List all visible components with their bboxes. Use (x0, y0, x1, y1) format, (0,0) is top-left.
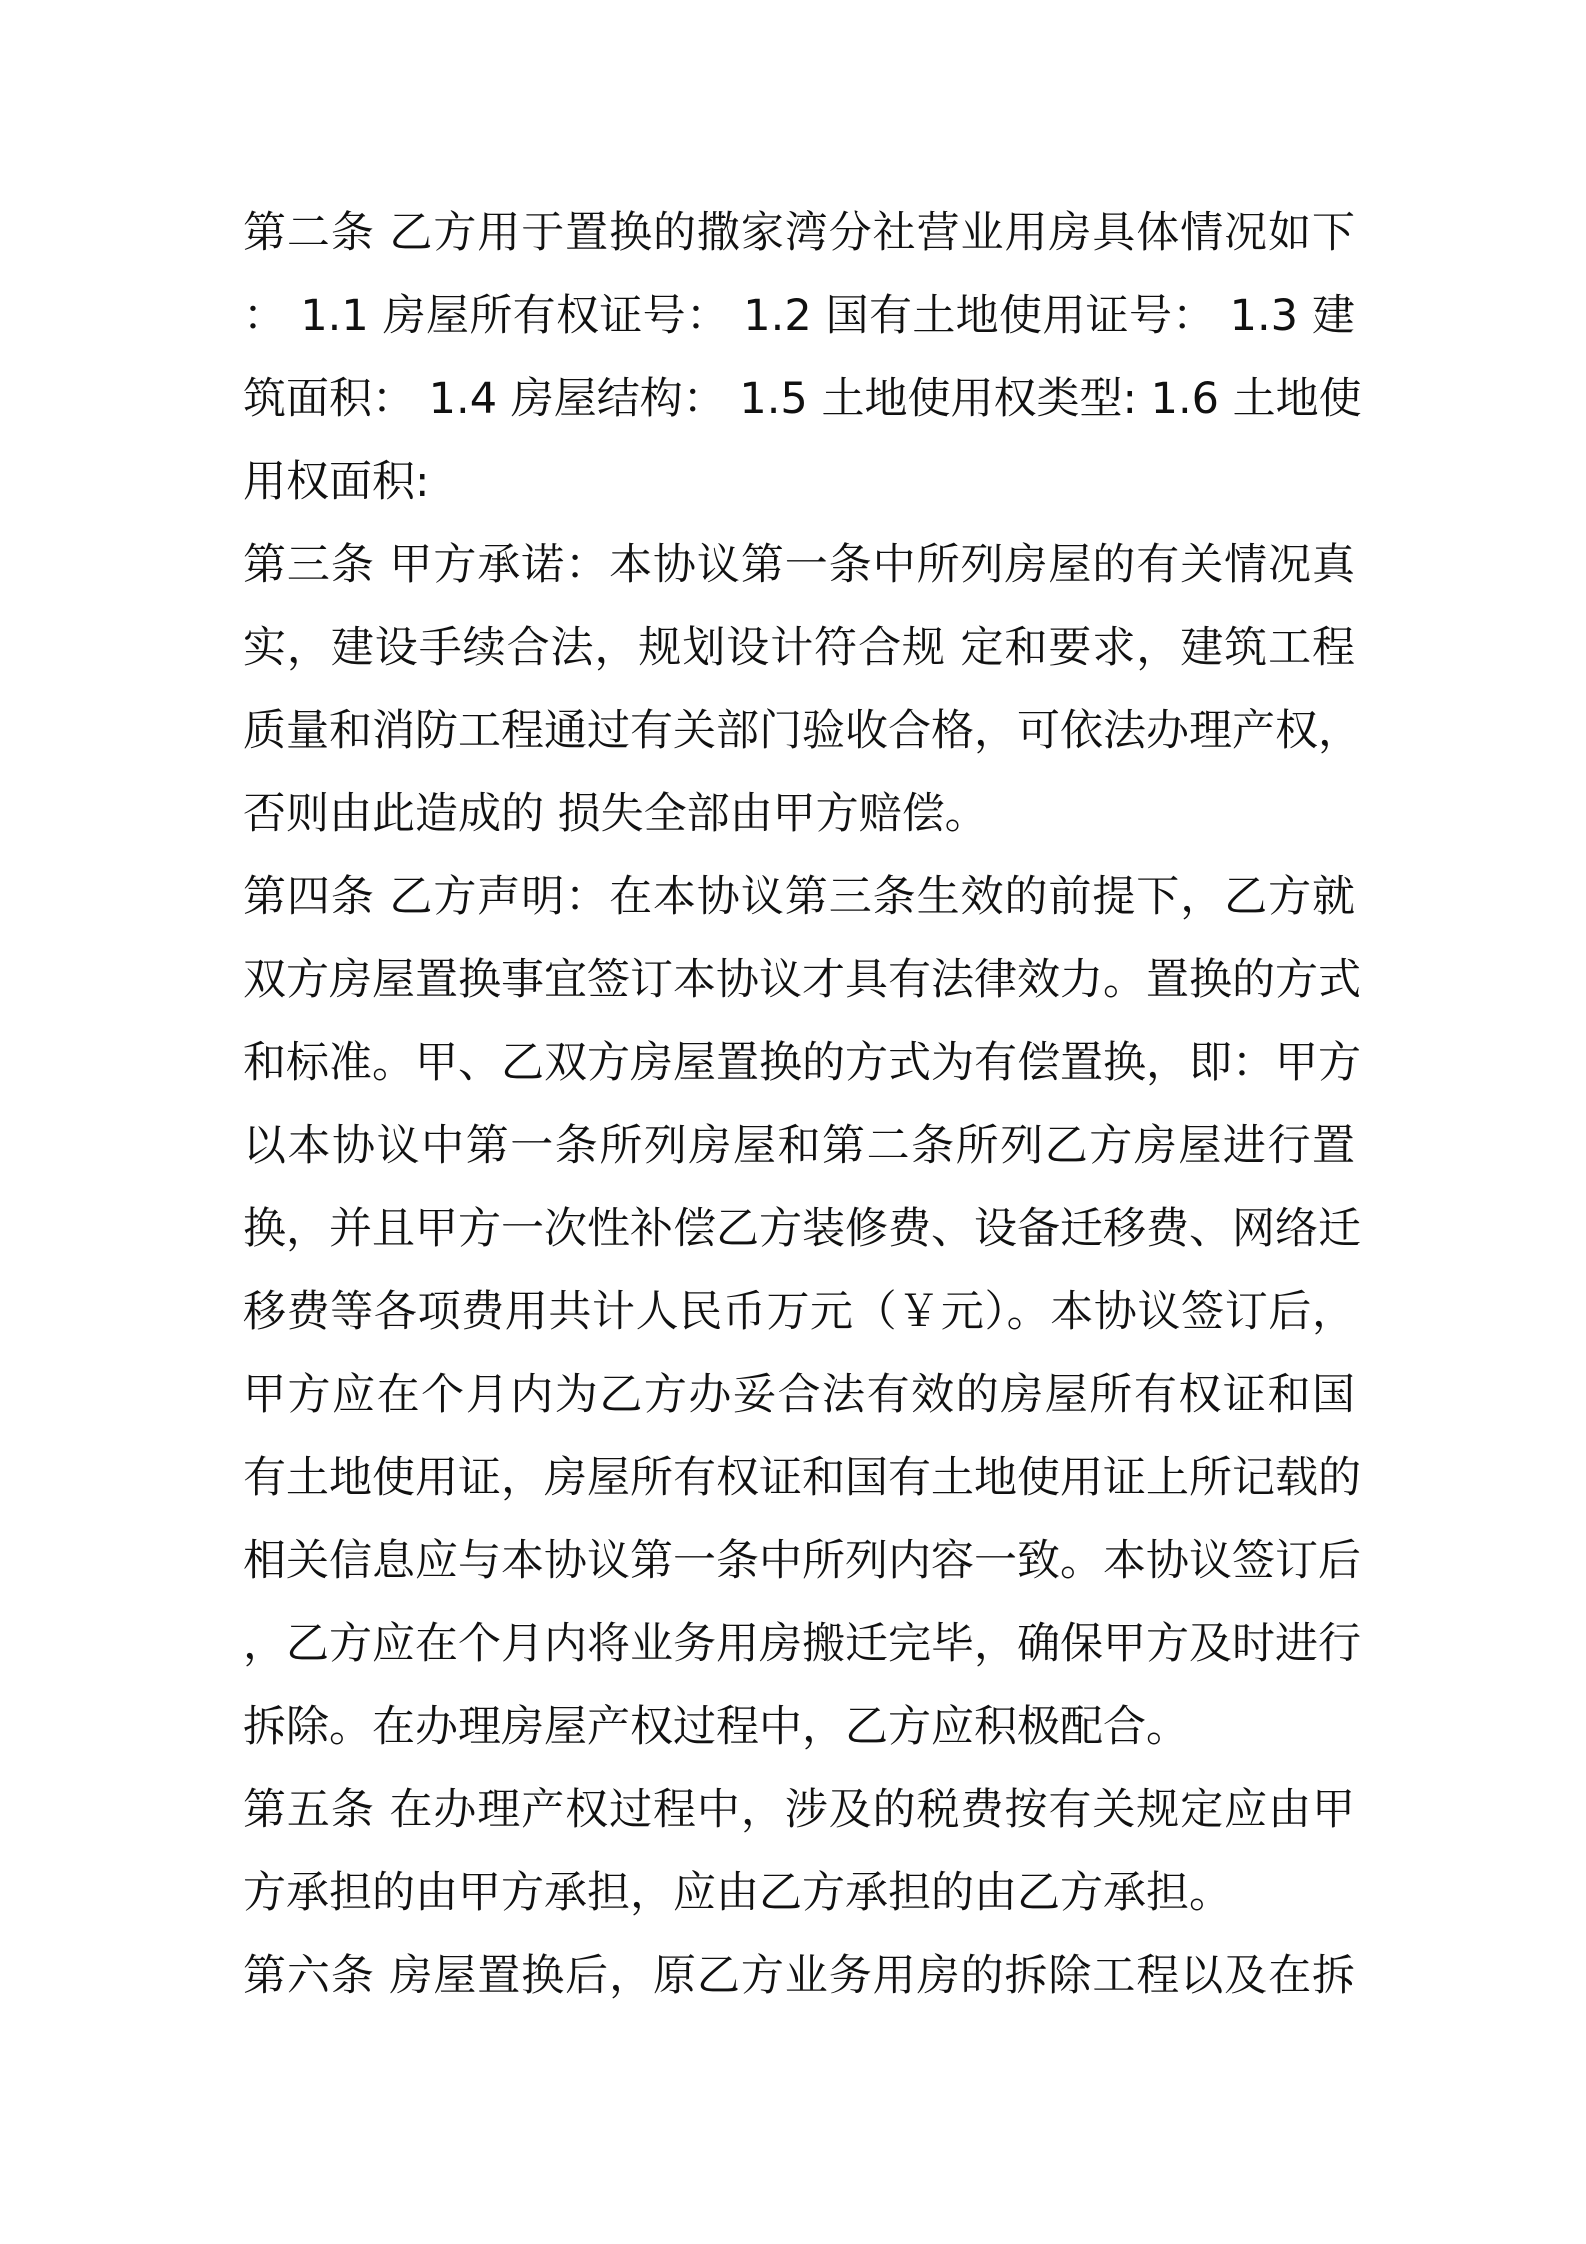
text-line: ： 1.1 房屋所有权证号： 1.2 国有土地使用证号： 1.3 建 (243, 291, 1355, 341)
text-line: 第五条 在办理产权过程中，涉及的税费按有关规定应由甲 (243, 1785, 1355, 1835)
text-line: 以本协议中第一条所列房屋和第二条所列乙方房屋进行置 (243, 1121, 1355, 1171)
text-line: 有土地使用证，房屋所有权证和国有土地使用证上所记载的 (243, 1453, 1361, 1503)
text-line: 筑面积： 1.4 房屋结构： 1.5 土地使用权类型: 1.6 土地使 (243, 374, 1362, 424)
text-line: 否则由此造成的 损失全部由甲方赔偿。 (243, 789, 988, 839)
text-line: 第四条 乙方声明：在本协议第三条生效的前提下，乙方就 (243, 872, 1355, 922)
text-line: 第三条 甲方承诺：本协议第一条中所列房屋的有关情况真 (243, 540, 1355, 590)
text-line: 双方房屋置换事宜签订本协议才具有法律效力。置换的方式 (243, 955, 1361, 1005)
text-line: 第六条 房屋置换后，原乙方业务用房的拆除工程以及在拆 (243, 1951, 1355, 2001)
text-line: 用权面积: (243, 457, 430, 507)
text-line: ，乙方应在个月内将业务用房搬迁完毕，确保甲方及时进行 (243, 1619, 1361, 1669)
document-body (243, 192, 1362, 2018)
text-line: 实，建设手续合法，规划设计符合规 定和要求，建筑工程 (243, 623, 1355, 673)
text-line: 和标准。甲、乙双方房屋置换的方式为有偿置换，即：甲方 (243, 1038, 1361, 1088)
text-line: 第二条 乙方用于置换的撒家湾分社营业用房具体情况如下 (243, 208, 1355, 258)
text-line: 质量和消防工程通过有关部门验收合格，可依法办理产权， (243, 706, 1361, 756)
text-line: 方承担的由甲方承担，应由乙方承担的由乙方承担。 (243, 1868, 1232, 1918)
text-line: 换，并且甲方一次性补偿乙方装修费、设备迁移费、网络迁 (243, 1204, 1361, 1254)
text-line: 甲方应在个月内为乙方办妥合法有效的房屋所有权证和国 (243, 1370, 1355, 1420)
text-line: 相关信息应与本协议第一条中所列内容一致。本协议签订后 (243, 1536, 1361, 1586)
text-line: 移费等各项费用共计人民币万元（￥元）。本协议签订后， (243, 1287, 1355, 1337)
text-line: 拆除。在办理房屋产权过程中，乙方应积极配合。 (243, 1702, 1189, 1752)
